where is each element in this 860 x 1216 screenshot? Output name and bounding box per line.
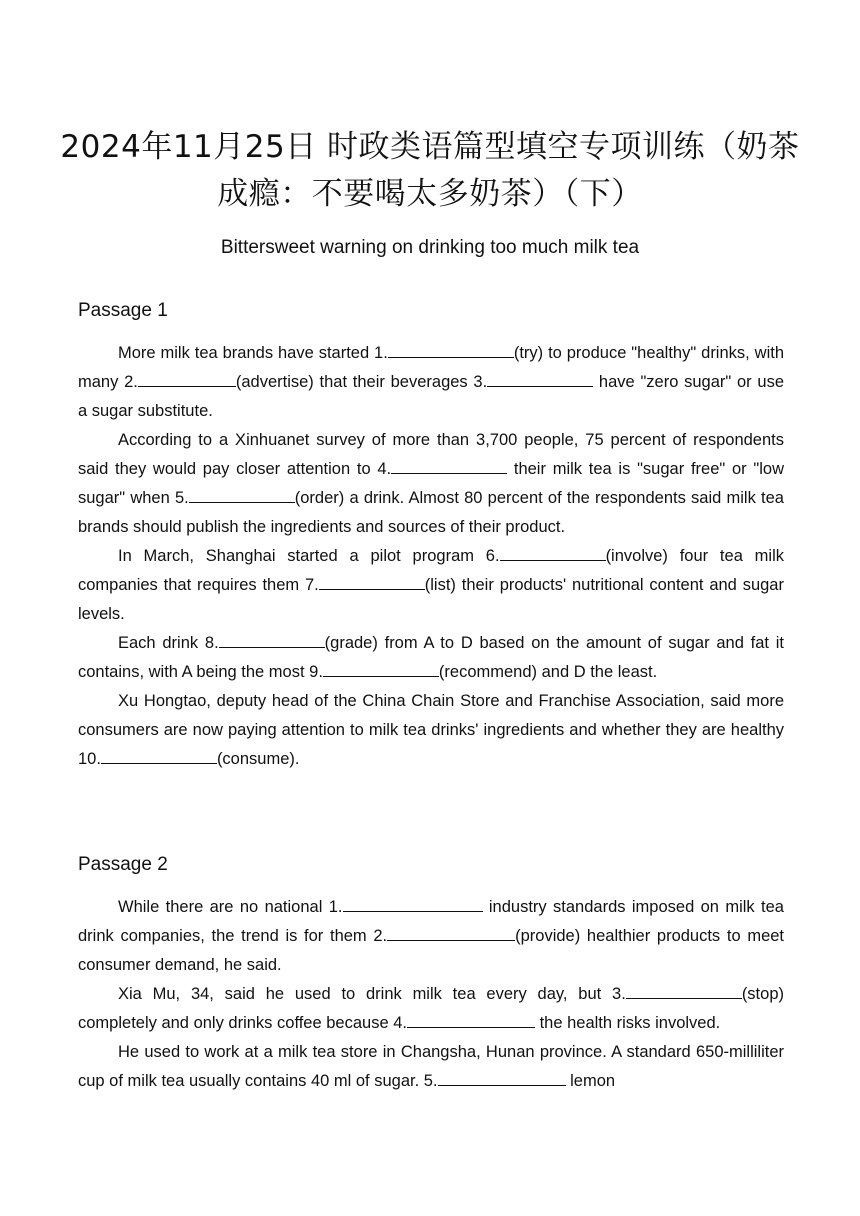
answer-blank[interactable] — [323, 661, 439, 677]
answer-blank[interactable] — [343, 896, 483, 912]
passage-1-paragraph: Xu Hongtao, deputy head of the China Chain Store and Franchise Association, said more consumers are now paying attention to milk tea drinks' ingredients and whether they are healthy 10. (consume). — [78, 692, 784, 768]
answer-blank[interactable] — [319, 574, 425, 590]
answer-blank[interactable] — [391, 458, 507, 474]
document-title: 2024年11月25日 时政类语篇型填空专项训练（奶茶成瘾：不要喝太多奶茶）（下） — [60, 129, 800, 212]
answer-blank[interactable] — [438, 1070, 566, 1086]
passage-1-paragraph: According to a Xinhuanet survey of more than 3,700 people, 75 percent of respondents said they would pay closer attention to 4. their milk tea is "sugar free" or "low sugar" when 5. (order) a drink. Almost 80 percent of the respondents said milk tea brands should publish the ingredients and sources of their product. — [78, 431, 784, 536]
passage-2-paragraph: While there are no national 1. industry standards imposed on milk tea drink companies, the trend is for them 2. (provide) healthier products to meet consumer demand, he said. — [78, 898, 785, 974]
passage-1-body — [78, 339, 784, 774]
answer-blank[interactable] — [189, 487, 295, 503]
passage-2-heading: Passage 2 — [78, 854, 168, 875]
answer-blank[interactable] — [407, 1012, 535, 1028]
passage-1-paragraph: Each drink 8. (grade) from A to D based on the amount of sugar and fat it contains, with A being the most 9. (recommend) and D the least. — [78, 634, 784, 681]
answer-blank[interactable] — [219, 632, 325, 648]
answer-blank[interactable] — [101, 748, 217, 764]
answer-blank[interactable] — [487, 371, 593, 387]
passage-1-heading: Passage 1 — [78, 300, 168, 321]
passage-2-paragraph: He used to work at a milk tea store in Changsha, Hunan province. A standard 650-milliliter cup of milk tea usually contains 40 ml of sugar. 5. lemon — [78, 1043, 784, 1090]
answer-blank[interactable] — [388, 342, 514, 358]
answer-blank[interactable] — [138, 371, 236, 387]
answer-blank[interactable] — [500, 545, 606, 561]
answer-blank[interactable] — [626, 983, 742, 999]
passage-2-body — [78, 893, 784, 1096]
passage-1-paragraph: In March, Shanghai started a pilot program 6. (involve) four tea milk companies that requires them 7. (list) their products' nutritional content and sugar levels. — [78, 547, 784, 623]
document-subtitle: Bittersweet warning on drinking too much milk tea — [220, 237, 640, 258]
answer-blank[interactable] — [387, 925, 515, 941]
passage-1-paragraph: More milk tea brands have started 1. (try) to produce "healthy" drinks, with many 2. (advertise) that their beverages 3. have "zero sugar" or use a sugar substitute. — [78, 344, 785, 420]
passage-2-paragraph: Xia Mu, 34, said he used to drink milk tea every day, but 3. (stop) completely and only drinks coffee because 4. the health risks involved. — [78, 985, 784, 1032]
